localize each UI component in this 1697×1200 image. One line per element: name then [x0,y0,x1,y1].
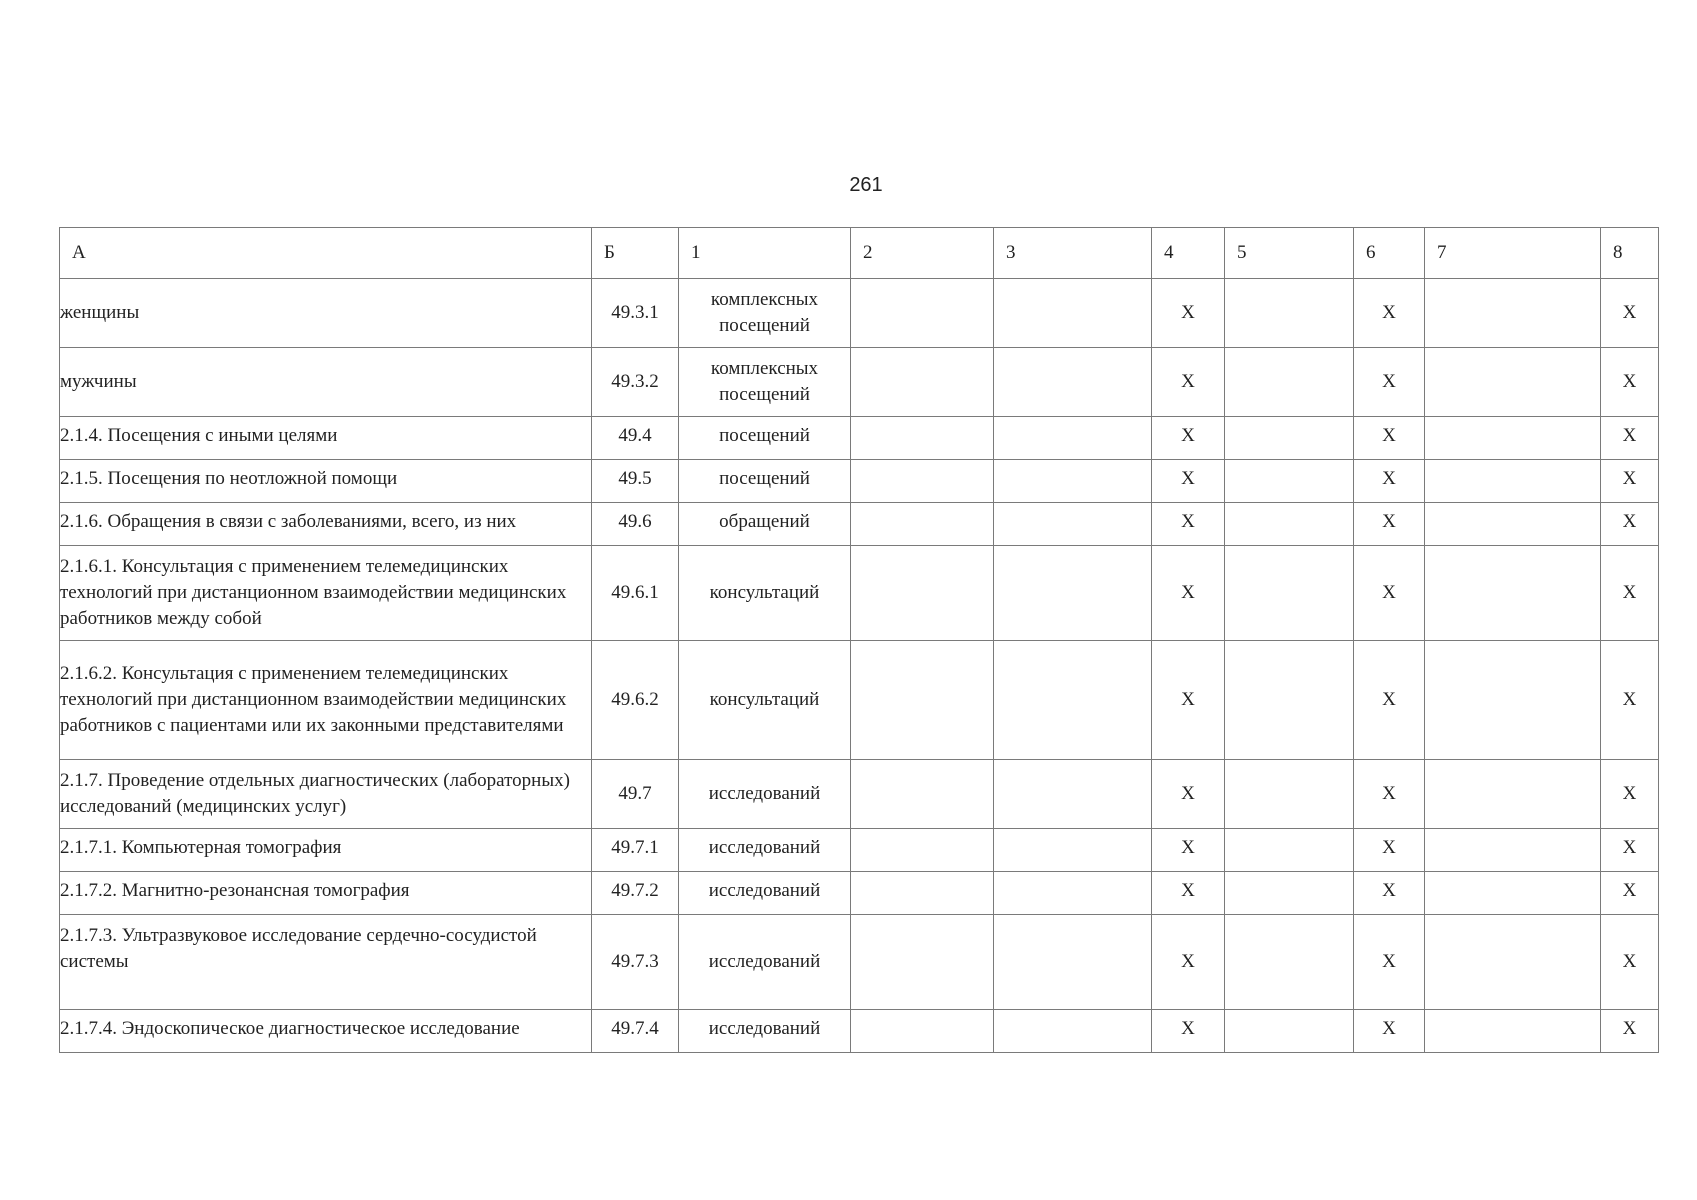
row-col-3 [994,348,1152,417]
row-code: 49.6 [592,503,679,546]
row-col-7 [1425,641,1601,760]
header-cell: 8 [1601,228,1659,279]
row-code: 49.3.1 [592,279,679,348]
row-code: 49.7.1 [592,829,679,872]
row-col-4: X [1152,417,1225,460]
row-col-7 [1425,460,1601,503]
row-col-3 [994,279,1152,348]
row-col-3 [994,641,1152,760]
row-col-5 [1225,348,1354,417]
row-col-6: X [1354,915,1425,1010]
row-col-8: X [1601,872,1659,915]
row-code: 49.7.3 [592,915,679,1010]
row-code: 49.6.1 [592,546,679,641]
row-col-6: X [1354,546,1425,641]
row-col-6: X [1354,760,1425,829]
row-col-6: X [1354,279,1425,348]
row-unit: консультаций [679,641,851,760]
row-col-7 [1425,829,1601,872]
row-code: 49.6.2 [592,641,679,760]
row-col-6: X [1354,348,1425,417]
row-col-2 [851,279,994,348]
table-row [60,872,1659,915]
row-col-5 [1225,872,1354,915]
row-col-7 [1425,1010,1601,1053]
table-row [60,915,1659,1010]
table-row [60,417,1659,460]
row-col-5 [1225,503,1354,546]
row-name: 2.1.7.3. Ультразвуковое исследование сердечно-сосудистой системы [60,915,592,1010]
header-cell: А [60,228,592,279]
row-name: 2.1.6. Обращения в связи с заболеваниями, всего, из них [60,503,592,546]
row-col-2 [851,546,994,641]
row-col-4: X [1152,503,1225,546]
row-col-8: X [1601,503,1659,546]
row-col-6: X [1354,641,1425,760]
row-name: 2.1.7.4. Эндоскопическое диагностическое исследование [60,1010,592,1053]
row-col-8: X [1601,417,1659,460]
row-col-4: X [1152,1010,1225,1053]
row-col-8: X [1601,546,1659,641]
row-col-6: X [1354,829,1425,872]
table-row [60,641,1659,760]
row-code: 49.7.4 [592,1010,679,1053]
table-row [60,348,1659,417]
row-unit: обращений [679,503,851,546]
row-code: 49.7.2 [592,872,679,915]
row-col-2 [851,348,994,417]
table-row [60,460,1659,503]
row-unit: посещений [679,417,851,460]
row-col-4: X [1152,546,1225,641]
row-col-7 [1425,348,1601,417]
row-col-7 [1425,279,1601,348]
row-unit: исследований [679,872,851,915]
row-col-2 [851,417,994,460]
row-col-5 [1225,546,1354,641]
row-col-7 [1425,872,1601,915]
row-col-4: X [1152,829,1225,872]
row-col-4: X [1152,460,1225,503]
table-row [60,829,1659,872]
row-col-2 [851,915,994,1010]
row-name: 2.1.7.2. Магнитно-резонансная томография [60,872,592,915]
row-name: 2.1.7. Проведение отдельных диагностических (лабораторных) исследований (медицинских услуг) [60,760,592,829]
row-col-4: X [1152,279,1225,348]
row-col-5 [1225,1010,1354,1053]
row-col-2 [851,460,994,503]
report-table [59,227,1659,1053]
row-col-4: X [1152,760,1225,829]
row-name: 2.1.6.2. Консультация с применением телемедицинских технологий при дистанционном взаимодействии медицинских работников с пациентами или их законными представителями [60,641,592,760]
header-cell: 1 [679,228,851,279]
row-col-6: X [1354,417,1425,460]
row-col-6: X [1354,1010,1425,1053]
row-name: мужчины [60,348,592,417]
header-cell: 6 [1354,228,1425,279]
row-code: 49.3.2 [592,348,679,417]
row-col-8: X [1601,829,1659,872]
row-col-8: X [1601,348,1659,417]
row-col-5 [1225,641,1354,760]
header-cell: 5 [1225,228,1354,279]
row-col-6: X [1354,503,1425,546]
row-col-7 [1425,503,1601,546]
row-col-5 [1225,279,1354,348]
row-col-4: X [1152,641,1225,760]
row-col-8: X [1601,641,1659,760]
row-col-5 [1225,460,1354,503]
row-col-2 [851,641,994,760]
row-col-6: X [1354,872,1425,915]
row-unit: посещений [679,460,851,503]
row-col-3 [994,546,1152,641]
header-cell: 2 [851,228,994,279]
row-col-3 [994,417,1152,460]
row-unit: комплексных посещений [679,348,851,417]
header-cell: Б [592,228,679,279]
row-col-3 [994,872,1152,915]
row-col-5 [1225,915,1354,1010]
row-code: 49.7 [592,760,679,829]
row-name: 2.1.6.1. Консультация с применением телемедицинских технологий при дистанционном взаимодействии медицинских работников между собой [60,546,592,641]
table-row [60,1010,1659,1053]
row-col-5 [1225,417,1354,460]
row-col-2 [851,760,994,829]
row-unit: исследований [679,760,851,829]
row-code: 49.5 [592,460,679,503]
row-name: женщины [60,279,592,348]
row-col-8: X [1601,1010,1659,1053]
table-header-row [60,228,1659,279]
row-col-2 [851,872,994,915]
row-col-2 [851,829,994,872]
row-col-3 [994,760,1152,829]
row-col-8: X [1601,915,1659,1010]
row-col-3 [994,1010,1152,1053]
row-col-2 [851,503,994,546]
row-unit: исследований [679,915,851,1010]
row-col-5 [1225,760,1354,829]
header-cell: 7 [1425,228,1601,279]
row-col-7 [1425,760,1601,829]
row-col-3 [994,460,1152,503]
page-number: 261 [849,174,883,196]
row-col-7 [1425,546,1601,641]
row-col-8: X [1601,279,1659,348]
row-name: 2.1.4. Посещения с иными целями [60,417,592,460]
row-unit: комплексных посещений [679,279,851,348]
row-unit: консультаций [679,546,851,641]
row-col-4: X [1152,915,1225,1010]
table-row [60,546,1659,641]
row-col-3 [994,915,1152,1010]
row-unit: исследований [679,829,851,872]
row-name: 2.1.7.1. Компьютерная томография [60,829,592,872]
row-col-8: X [1601,760,1659,829]
header-cell: 4 [1152,228,1225,279]
row-col-5 [1225,829,1354,872]
row-col-3 [994,503,1152,546]
table-row [60,503,1659,546]
row-col-3 [994,829,1152,872]
row-col-8: X [1601,460,1659,503]
row-col-7 [1425,417,1601,460]
table-row [60,760,1659,829]
row-unit: исследований [679,1010,851,1053]
row-col-4: X [1152,348,1225,417]
row-col-2 [851,1010,994,1053]
row-name: 2.1.5. Посещения по неотложной помощи [60,460,592,503]
row-col-4: X [1152,872,1225,915]
table-row [60,279,1659,348]
header-cell: 3 [994,228,1152,279]
row-col-7 [1425,915,1601,1010]
row-code: 49.4 [592,417,679,460]
row-col-6: X [1354,460,1425,503]
